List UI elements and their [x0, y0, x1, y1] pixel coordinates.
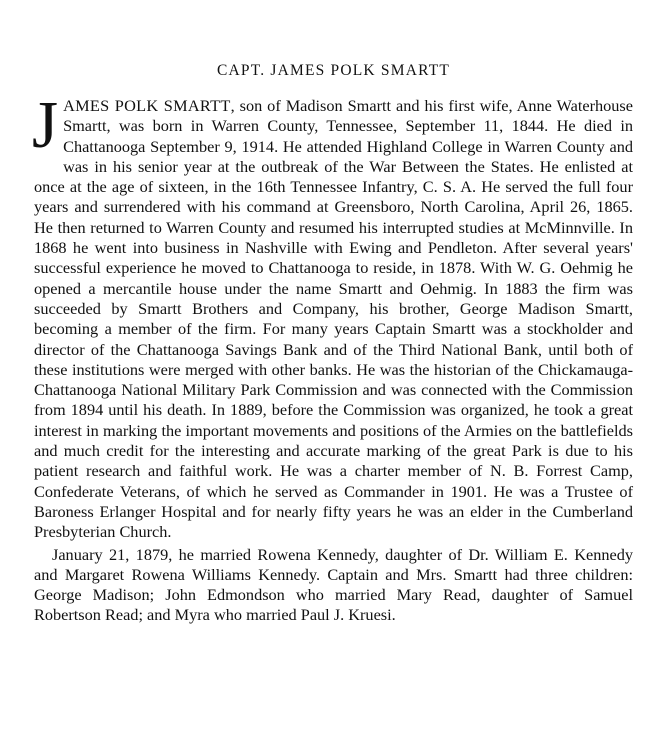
paragraph-family: January 21, 1879, he married Rowena Kennedy, daughter of Dr. William E. Kennedy and Margaret Rowena Williams Kennedy. Captain and Mrs. Smartt had three children: George Madison; John Edmondson who married Mary Read, daughter of Samuel Robertson Read; and Myra who married Paul J. Kruesi.: [34, 544, 633, 625]
paragraph-text: , son of Madison Smartt and his first wife, Anne Waterhouse Smartt, was born in Warren County, Tennessee, September 11, 1844. He died in Chattanooga September 9, 1914. He attended Highland College in Warren County and was in his senior year at the outbreak of the War Between the States. He enlisted at once at the age of sixteen, in the 16th Tennessee Infantry, C. S. A. He served the full four years and surrendered with his command at Greensboro, North Carolina, April 26, 1865. He then returned to Warren County and resumed his interrupted studies at McMinnville. In 1868 he went into business in Nashville with Ewing and Pendleton. After several years' successful experience he moved to Chattanooga to reside, in 1878. With W. G. Oehmig he opened a mercantile house under the name Smartt and Oehmig. In 1883 the firm was succeeded by Smartt Brothers and Company, his brother, George Madison Smartt, becoming a member of the firm. For many years Captain Smartt was a stockholder and director of the Chattanooga Savings Bank and of the Third National Bank, until both of these institutions were merged with other banks. He was the historian of the Chickamauga-Chattanooga National Military Park Commission and was connected with the Commission from 1894 until his death. In 1889, before the Commission was organized, he took a great interest in marking the important movements and positions of the Armies on the battlefields and much credit for the interesting and accurate marking of the great Park is due to his patient research and faithful work. He was a charter member of N. B. Forrest Camp, Confederate Veterans, of which he served as Commander in 1901. He was a Trustee of Baroness Erlanger Hospital and for nearly fifty years he was an elder in the Cumberland Presbyterian Church.: [34, 96, 633, 542]
drop-cap: J: [32, 88, 59, 162]
paragraph-lead: AMES POLK SMARTT: [63, 96, 231, 115]
page-title: CAPT. JAMES POLK SMARTT: [216, 62, 451, 79]
paragraph-biography: [32, 88, 633, 543]
document-page: [34, 0, 633, 754]
article-body: [32, 88, 633, 626]
